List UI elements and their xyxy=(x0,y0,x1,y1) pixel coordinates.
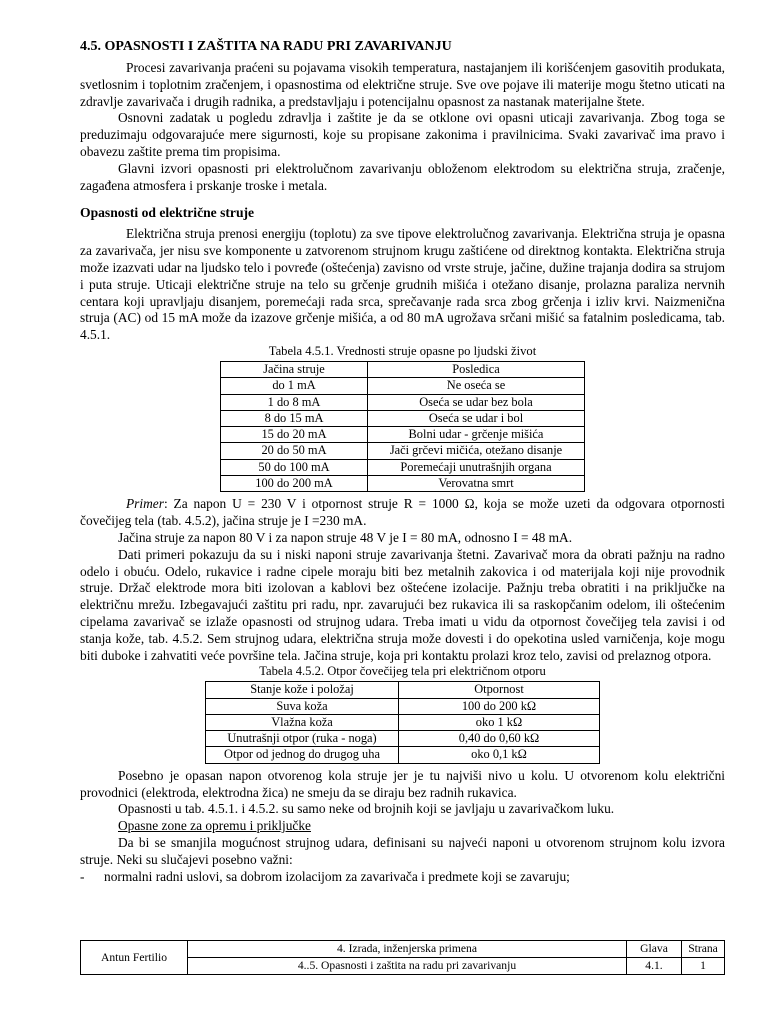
table-header-cell: Otpornost xyxy=(399,682,600,698)
table-row xyxy=(221,410,585,426)
footer-chapter: 4. Izrada, inženjerska primena xyxy=(188,941,627,958)
footer-author: Antun Fertilio xyxy=(81,941,188,975)
open-circuit-paragraph: Posebno je opasan napon otvorenog kola struje jer je tu najviši nivo u kolu. U otvorenom kolu električni provodnici (elektroda, elektrodna žica) ne smeju da se diraju bez radnih rukavica. xyxy=(80,767,725,800)
table-header-row xyxy=(221,361,585,377)
table-row xyxy=(206,714,600,730)
primer-text: : Za napon U = 230 V i otpornost struje R = 1000 Ω, koja se može uzeti da odgovara otpornosti čovečijeg tela (tab. 4.5.2), jačina struje je I =230 mA. xyxy=(80,496,725,529)
table-cell: oko 1 kΩ xyxy=(399,714,600,730)
table-row xyxy=(206,747,600,763)
list-item-text: normalni radni uslovi, sa dobrom izolacijom za zavarivača i predmete koji se zavaruju; xyxy=(104,868,570,884)
table-current-values xyxy=(220,361,585,492)
table-cell: Oseća se udar i bol xyxy=(368,410,585,426)
subheading-paragraph xyxy=(80,818,725,835)
page-footer xyxy=(80,940,725,975)
table-cell: 100 do 200 mA xyxy=(221,476,368,492)
table-row xyxy=(221,378,585,394)
intro-paragraph-2: Osnovni zadatak u pogledu zdravlja i zaštite je da se otklone ovi opasni uticaji zavarivanja. Zbog toga se preduzimaju odgovarajuće mere sigurnosti, koje su propisane zakonima i pravilnicima. Svaki zavarivač ima pravo i obavezu zaštite prema tim propisima. xyxy=(80,110,725,159)
document-body xyxy=(80,38,725,885)
footer-row xyxy=(81,941,725,958)
table-row xyxy=(206,731,600,747)
footer-section: 4..5. Opasnosti i zaštita na radu pri zavarivanju xyxy=(188,958,627,975)
table-cell: Unutrašnji otpor (ruka - noga) xyxy=(206,731,399,747)
current-paragraph: Jačina struje za napon 80 V i za napon struje 48 V je I = 80 mA, odnosno I = 48 mA. xyxy=(118,529,573,545)
table-header-cell: Jačina struje xyxy=(221,361,368,377)
intro-paragraph-3: Glavni izvori opasnosti pri elektrolučnom zavarivanju obloženom elektrodom su električna struja, zračenje, zagađena atmosfera i prskanje troske i metala. xyxy=(80,160,725,193)
table-cell: 15 do 20 mA xyxy=(221,427,368,443)
table-cell: oko 0,1 kΩ xyxy=(399,747,600,763)
section-paragraph: Električna struja prenosi energiju (toplotu) za sve tipove elektrolučnog zavarivanja. Električna struja je opasna za zavarivača, jer nisu sve komponente u zatvorenom strujnom krugu zaštićene od direktnog kontakta. Električna struja može izazvati udar na ljudsko telo i povređe (oštećenja) zavisno od vrste struje, jačine, dužine trajanja dodira sa strujom i puta struje. Uticaji električne struje na telo su grčenje grudnih mišića i otežano disanje, prolazna paraliza nervnih centara koji upravljaju disanjem, poremećaji rada srca, sprečavanje rada srca zbog grčenja i izliv krvi. Naizmenična struja (AC) od 15 mA može da izazove grčenje mišića, a od 80 mA ugrožava srčani mišić sa fatalnim posledicama, tab. 4.5.1. xyxy=(80,226,725,343)
table-row xyxy=(221,476,585,492)
table-row xyxy=(221,459,585,475)
table-cell: Oseća se udar bez bola xyxy=(368,394,585,410)
footer-strana-label: Strana xyxy=(682,941,725,958)
table-cell: Verovatna smrt xyxy=(368,476,585,492)
table-cell: 1 do 8 mA xyxy=(221,394,368,410)
primer-paragraph xyxy=(80,496,725,530)
page-heading: 4.5. OPASNOSTI I ZAŠTITA NA RADU PRI ZAVARIVANJU xyxy=(80,39,452,54)
table-header-cell: Posledica xyxy=(368,361,585,377)
table1-caption: Tabela 4.5.1. Vrednosti struje opasne po ljudski život xyxy=(268,343,537,358)
table-row xyxy=(221,427,585,443)
table-body-resistance xyxy=(205,681,600,763)
table-row xyxy=(206,698,600,714)
primer-label: Primer xyxy=(126,496,164,512)
table-cell: 8 do 15 mA xyxy=(221,410,368,426)
table-cell: Suva koža xyxy=(206,698,399,714)
table-header-cell: Stanje kože i položaj xyxy=(206,682,399,698)
voltage-paragraph: Da bi se smanjila mogućnost strujnog udara, definisani su najveći naponi u otvorenom strujnom kolu izvora struje. Neki su slučajevi posebno važni: xyxy=(80,834,725,867)
footer-glava-label: Glava xyxy=(627,941,682,958)
table-cell: Otpor od jednog do drugog uha xyxy=(206,747,399,763)
table-cell: 0,40 do 0,60 kΩ xyxy=(399,731,600,747)
intro-paragraph-1: Procesi zavarivanja praćeni su pojavama visokih temperatura, nastajanjem ili korišćenjem gasovitih produkata, svetlosnim i toplotnim zračenjem, i opasnostima od električne struje. Sve ove pojave ili materije mogu štetno uticati na zdravlje zavarivača i drugih radnika, a predstavljaju i potencijalnu opasnost za nastanak materijalne štete. xyxy=(80,60,725,109)
table-header-row xyxy=(206,682,600,698)
table-cell: do 1 mA xyxy=(221,378,368,394)
table-cell: 20 do 50 mA xyxy=(221,443,368,459)
table2-caption: Tabela 4.5.2. Otpor čovečijeg tela pri električnom otporu xyxy=(259,664,546,679)
table-cell: Jači grčevi mičića, otežano disanje xyxy=(368,443,585,459)
table-cell: Poremećaji unutrašnjih organa xyxy=(368,459,585,475)
table-row xyxy=(221,394,585,410)
table-cell: Ne oseća se xyxy=(368,378,585,394)
footer-strana-value: 1 xyxy=(682,958,725,975)
table-row xyxy=(221,443,585,459)
section-title: Opasnosti od električne struje xyxy=(80,205,255,221)
examples-paragraph: Dati primeri pokazuju da su i niski naponi struje zavarivanja štetni. Zavarivač mora da obrati pažnju na radno odelo i obuću. Odelo, rukavice i radne cipele moraju biti bez metalnih zakovica i od materijala koji nije provodnik struje. Držač elektrode mora biti izolovan a kablovi bez oštećene izolacije. Pažnju treba obratiti i na priključke na električnu mrežu. Izbegavajući zaštitu pri radu, npr. zavarujući bez rukavica ili sa raskopčanim odelom, ili oštećenim cipelama zavarivač se izlaže opasnosti od strujnog udara. Treba imati u vidu da otpornost čovečijeg tela zavisi i od stanja kože, tab. 4.5.2. Sem strujnog udara, električna struja može dovesti i do opekotina usled varničenja, koje mogu biti duboke i zahvatiti veće površine tela. Jačina struje, koja pri kontaktu prolazi kroz telo, zavisi od prelaznog otpora. xyxy=(80,546,725,663)
dangers-paragraph: Opasnosti u tab. 4.5.1. i 4.5.2. su samo neke od brojnih koji se javljaju u zavarivačkom luku. xyxy=(118,801,615,817)
list-item xyxy=(80,869,725,886)
table-cell: 50 do 100 mA xyxy=(221,459,368,475)
table-cell: 100 do 200 kΩ xyxy=(399,698,600,714)
footer-glava-value: 4.1. xyxy=(627,958,682,975)
list-bullet: - xyxy=(80,868,85,884)
table-cell: Vlažna koža xyxy=(206,714,399,730)
table-cell: Bolni udar - grčenje mišića xyxy=(368,427,585,443)
danger-zones-subheading: Opasne zone za opremu i priključke xyxy=(118,818,311,834)
